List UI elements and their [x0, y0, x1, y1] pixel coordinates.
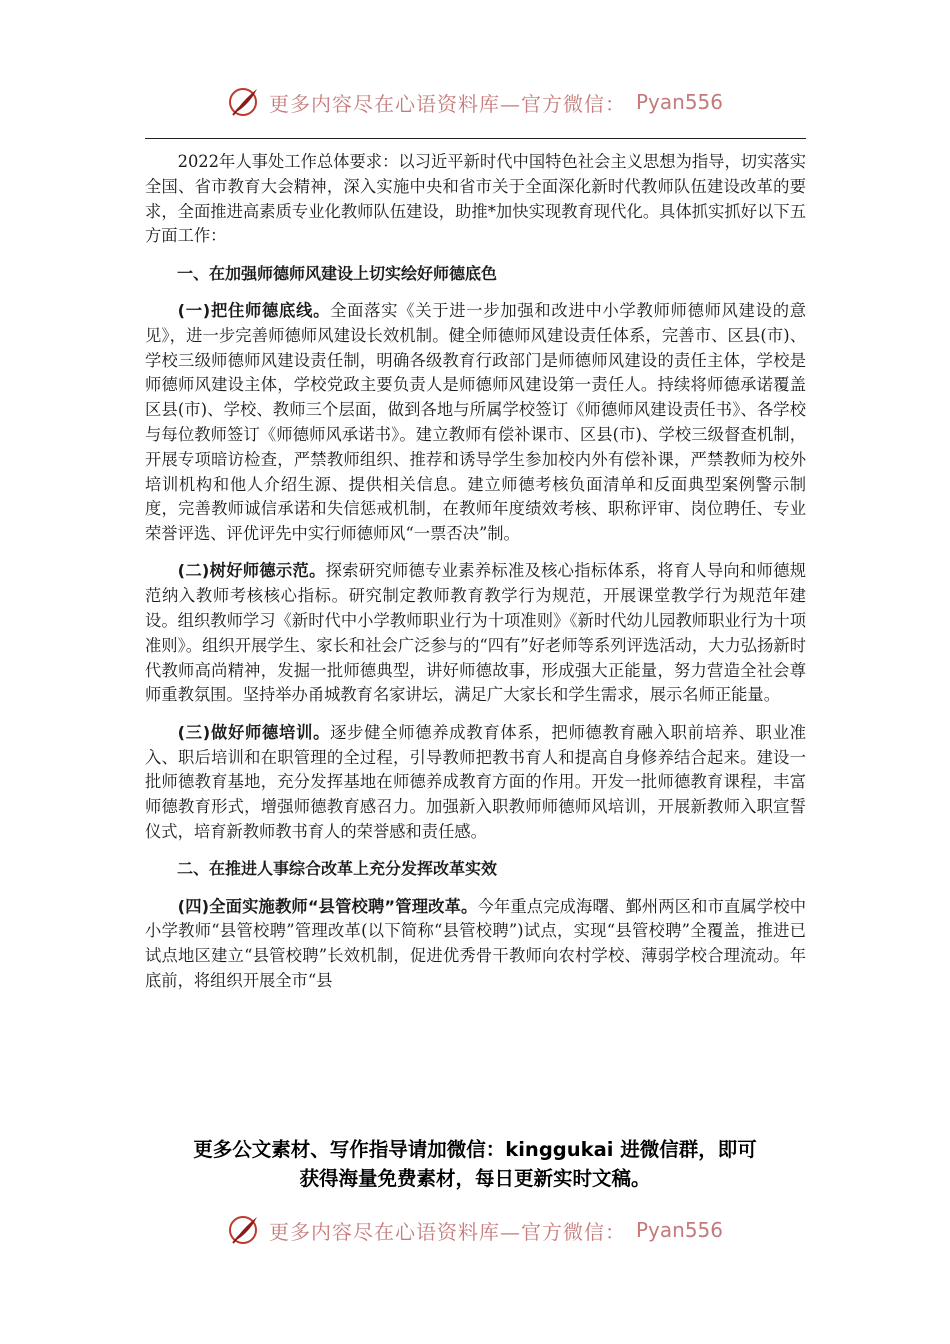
paragraph-1-text: 全面落实《关于进一步加强和改进中小学教师师德师风建设的意见》，进一步完善师德师风建设长效机制。健全师德师风建设责任体系，完善市、区县(市)、学校三级师德师风建设责任制，明确各级教育行政部门是师德师风建设的责任主体，学校是师德师风建设主体，学校党政主要负责人是师德师风建设第一责任人。持续将师德承诺覆盖区县(市)、学校、教师三个层面，做到各地与所属学校签订《师德师风建设责任书》、各学校与每位教师签订《师德师风承诺书》。建立教师有偿补课市、区县(市)、学校三级督查机制，开展专项暗访检查，严禁教师组织、推荐和诱导学生参加校内外有偿补课，严禁教师为校外培训机构和他人介绍生源、提供相关信息。建立师德考核负面清单和反面典型案例警示制度，完善教师诚信承诺和失信惩戒机制，在教师年度绩效考核、职称评审、岗位聘任、专业荣誉评选、评优评先中实行师德师风“一票否决”制。 — [145, 300, 806, 544]
page-footer-watermark — [0, 1210, 950, 1250]
promo-line-1: 更多公文素材、写作指导请加微信：kinggukai 进微信群，即可 — [193, 1138, 757, 1161]
quill-logo-icon — [227, 1213, 261, 1247]
promo-line-2: 获得海量免费素材，每日更新实时文稿。 — [299, 1167, 651, 1190]
paragraph-3-text: 逐步健全师德养成教育体系，把师德教育融入职前培养、职业准入、职后培训和在职管理的全过程，引导教师把教书育人和提高自身修养结合起来。建设一批师德教育基地，充分发挥基地在师德养成教育方面的作用。开发一批师德教育课程，丰富师德教育形式，增强师德教育感召力。加强新入职教师师德师风培训，开展新教师入职宣誓仪式，培育新教师教书育人的荣誉感和责任感。 — [145, 722, 806, 841]
paragraph-2 — [145, 559, 806, 708]
paragraph-4-text: 今年重点完成海曙、鄞州两区和市直属学校中小学教师“县管校聘”管理改革(以下简称“县管校聘”)试点，实现“县管校聘”全覆盖，推进已试点地区建立“县管校聘”长效机制，促进优秀骨干教师向农村学校、薄弱学校合理流动。年底前，将组织开展全市“县 — [145, 896, 806, 990]
paragraph-1-lead: (一)把住师德底线。 — [177, 300, 331, 320]
quill-logo-icon — [227, 85, 261, 119]
promo-banner — [0, 1135, 950, 1193]
paragraph-4-lead: (四)全面实施教师“县管校聘”管理改革。 — [177, 896, 478, 916]
footer-brand-text: 更多内容尽在心语资料库—官方微信： — [268, 1219, 626, 1244]
footer-brand-id: Pyan556 — [635, 1218, 723, 1242]
paragraph-1 — [145, 299, 806, 547]
paragraph-3-lead: (三)做好师德培训。 — [177, 722, 331, 742]
paragraph-2-lead: (二)树好师德示范。 — [177, 561, 326, 581]
header-divider — [145, 138, 806, 139]
paragraph-4 — [145, 895, 806, 994]
paragraph-3 — [145, 721, 806, 845]
section-2-heading: 二、在推进人事综合改革上充分发挥改革实效 — [177, 859, 498, 879]
paragraph-2-text: 探索研究师德专业素养标准及核心指标体系，将育人导向和师德规范纳入教师考核核心指标。研究制定教师教育教学行为规范，开展课堂教学行为规范年建设。组织教师学习《新时代中小学教师职业行为十项准则》《新时代幼儿园教师职业行为十项准则》。组织开展学生、家长和社会广泛参与的“四有”好老师等系列评选活动，大力弘扬新时代教师高尚精神，发掘一批师德典型，讲好师德故事，形成强大正能量，努力营造全社会尊师重教氛围。坚持举办甬城教育名家讲坛，满足广大家长和学生需求，展示名师正能量。 — [145, 561, 806, 705]
page-header-watermark — [0, 82, 950, 122]
document-body — [145, 150, 806, 1019]
truncated-paragraph-wrapper — [145, 895, 806, 1019]
intro-paragraph: 2022年人事处工作总体要求：以习近平新时代中国特色社会主义思想为指导，切实落实全国、省市教育大会精神，深入实施中央和省市关于全面深化新时代教师队伍建设改革的要求，全面推进高素质专业化教师队伍建设，助推*加快实现教育现代化。具体抓实抓好以下五方面工作： — [145, 152, 806, 246]
section-1-heading: 一、在加强师德师风建设上切实绘好师德底色 — [177, 263, 498, 283]
header-brand-id: Pyan556 — [635, 90, 723, 114]
header-brand-text: 更多内容尽在心语资料库—官方微信： — [268, 91, 626, 116]
